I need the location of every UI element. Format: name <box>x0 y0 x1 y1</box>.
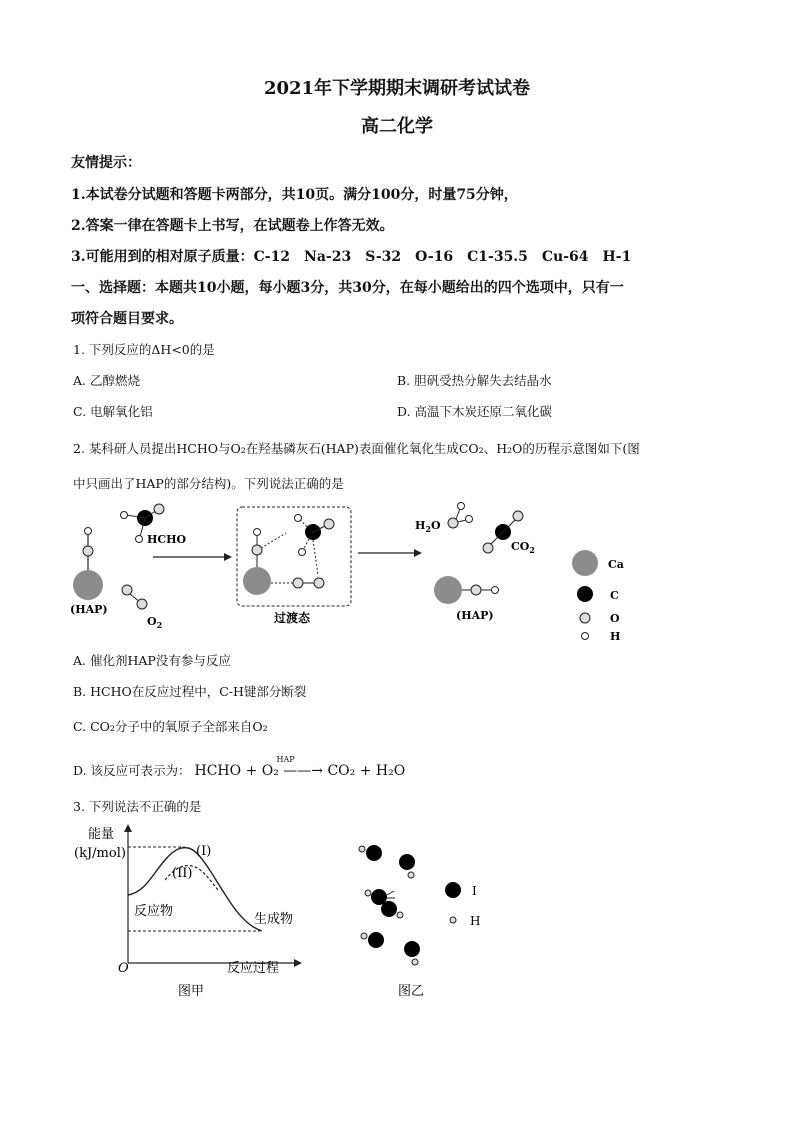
q2-option-d-prefix: D. 该反应可表示为： <box>73 763 191 778</box>
q2-option-d-equation: HCHO + O₂ ——→ CO₂ + H₂O HAP <box>194 755 406 779</box>
hap-mechanism-diagram <box>60 495 740 640</box>
iodine-atom <box>404 941 420 957</box>
q2-option-c: C. CO₂分子中的氧原子全部来自O₂ <box>73 719 268 734</box>
reactants-group <box>70 504 187 630</box>
o-atom <box>137 599 147 609</box>
hydrogen-atom <box>359 846 365 852</box>
exam-subtitle: 高二化学 <box>361 116 433 137</box>
y-axis-label-1: 能量 <box>88 827 115 842</box>
q2-stem-line2: 中只画出了HAP的部分结构)。下列说法正确的是 <box>73 476 344 491</box>
hcho-label: HCHO <box>147 533 187 546</box>
hydrogen-atom <box>397 912 403 918</box>
h-atom <box>85 528 92 535</box>
hap-right-label: (HAP) <box>456 609 494 622</box>
origin-label: O <box>118 961 129 976</box>
hydrogen-atom <box>412 959 418 965</box>
svg-text:O: O <box>610 612 620 625</box>
products-group <box>415 503 535 623</box>
h-atom <box>136 536 143 543</box>
q2-stem-line1: 2. 某科研人员提出HCHO与O₂在羟基磷灰石(HAP)表面催化氧化生成CO₂、H₂O的历程示意图如下(图 <box>73 441 640 456</box>
svg-text:C: C <box>610 589 619 602</box>
reactant-label: 反应物 <box>134 904 174 919</box>
iodine-atom <box>399 854 415 870</box>
svg-text:H: H <box>610 630 621 640</box>
energy-profile-figure <box>70 820 320 1005</box>
transition-label: 过渡态 <box>274 611 311 625</box>
o-atom <box>122 585 132 595</box>
curve-ii-label: (II) <box>172 866 193 881</box>
iodine-atom <box>366 845 382 861</box>
q1-option-c: C. 电解氧化铝 <box>73 404 153 419</box>
legend-i-label: I <box>472 884 477 898</box>
co2-label: $CO_2$ <box>511 540 535 555</box>
q3-stem: 3. 下列说法不正确的是 <box>73 799 202 814</box>
exam-title: 2021年下学期期末调研考试试卷 <box>263 78 531 99</box>
molecule-collision-figure <box>350 835 500 1005</box>
hydrogen-atom <box>408 872 414 878</box>
iodine-atom <box>368 932 384 948</box>
q1-option-d: D. 高温下木炭还原二氧化碳 <box>397 404 553 419</box>
ca-atom <box>243 567 271 595</box>
tip-line-1: 1.本试卷分试题和答题卡两部分，共10页。满分100分，时量75分钟， <box>71 187 518 203</box>
figure-b-caption: 图乙 <box>398 984 425 999</box>
section-heading: 一、选择题：本题共10小题，每小题3分，共30分，在每小题给出的四个选项中，只有一 <box>71 280 624 296</box>
q2-option-a: A. 催化剂HAP没有参与反应 <box>73 653 231 668</box>
tip-line-2: 2.答案一律在答题卡上书写，在试题卷上作答无效。 <box>71 218 394 234</box>
o2-label: $O_2$ <box>147 615 163 630</box>
legend-hydrogen-atom <box>450 917 456 923</box>
h2o-label: $H_2O$ <box>415 519 441 534</box>
q1-option-a: A. 乙醇燃烧 <box>73 373 140 388</box>
product-label: 生成物 <box>254 912 294 927</box>
o-atom <box>154 504 164 514</box>
o-atom <box>83 546 93 556</box>
tips-heading: 友情提示： <box>71 155 141 171</box>
x-axis-label: 反应过程 <box>227 961 280 976</box>
q1-stem: 1. 下列反应的ΔH<0的是 <box>73 342 215 357</box>
transition-state-group <box>243 515 334 596</box>
legend-iodine-atom <box>445 882 461 898</box>
atom-legend <box>572 550 624 640</box>
ca-atom <box>73 570 103 600</box>
curve-i-label: (I) <box>196 844 212 859</box>
q2-option-d <box>73 755 406 779</box>
q2-option-b: B. HCHO在反应过程中，C-H键部分断裂 <box>73 684 307 699</box>
catalyst-label: HAP <box>276 755 295 764</box>
y-axis-label-2: (kJ/mol) <box>74 846 126 861</box>
hydrogen-atom <box>361 933 367 939</box>
section-heading-cont: 项符合题目要求。 <box>71 311 183 327</box>
hydrogen-atom <box>365 890 371 896</box>
figure-a-caption: 图甲 <box>178 984 205 999</box>
legend-h-label: H <box>470 914 481 928</box>
h-atom <box>121 512 128 519</box>
tip-line-3: 3.可能用到的相对原子质量：C-12 Na-23 S-32 O-16 C1-35.5 Cu-64 H-1 <box>71 249 632 265</box>
q1-option-b: B. 胆矾受热分解失去结晶水 <box>397 373 552 388</box>
iodine-atom <box>381 901 397 917</box>
svg-text:Ca: Ca <box>608 558 624 571</box>
hap-left-label: (HAP) <box>70 603 108 616</box>
